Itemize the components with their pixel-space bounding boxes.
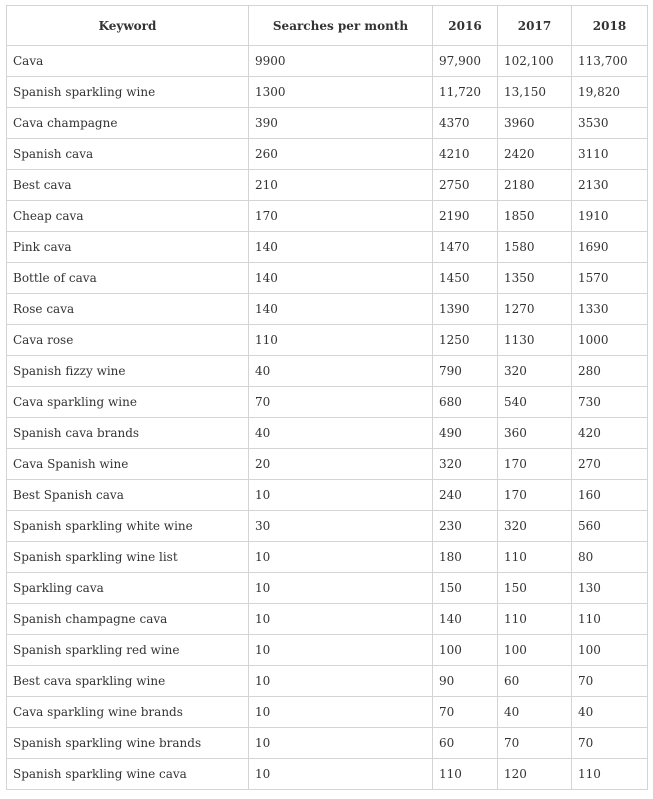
cell-2018: 40 bbox=[572, 697, 648, 728]
header-2018: 2018 bbox=[572, 6, 648, 46]
cell-searches-per-month: 40 bbox=[249, 418, 433, 449]
cell-keyword: Pink cava bbox=[7, 232, 249, 263]
cell-2017: 1270 bbox=[498, 294, 572, 325]
table-row bbox=[7, 604, 648, 635]
header-searches-per-month: Searches per month bbox=[249, 6, 433, 46]
cell-2017: 110 bbox=[498, 604, 572, 635]
cell-keyword: Cava bbox=[7, 46, 249, 77]
cell-2017: 40 bbox=[498, 697, 572, 728]
keyword-table-container bbox=[6, 5, 648, 790]
cell-2017: 1130 bbox=[498, 325, 572, 356]
cell-2016: 320 bbox=[433, 449, 498, 480]
cell-2016: 1250 bbox=[433, 325, 498, 356]
cell-keyword: Spanish cava bbox=[7, 139, 249, 170]
cell-keyword: Spanish cava brands bbox=[7, 418, 249, 449]
cell-2018: 1570 bbox=[572, 263, 648, 294]
cell-searches-per-month: 70 bbox=[249, 387, 433, 418]
cell-keyword: Cava champagne bbox=[7, 108, 249, 139]
table-row bbox=[7, 201, 648, 232]
cell-2016: 110 bbox=[433, 759, 498, 790]
cell-2016: 4370 bbox=[433, 108, 498, 139]
cell-keyword: Spanish sparkling wine brands bbox=[7, 728, 249, 759]
cell-searches-per-month: 10 bbox=[249, 542, 433, 573]
cell-2018: 1690 bbox=[572, 232, 648, 263]
cell-keyword: Spanish champagne cava bbox=[7, 604, 249, 635]
cell-keyword: Best Spanish cava bbox=[7, 480, 249, 511]
cell-keyword: Spanish sparkling wine cava bbox=[7, 759, 249, 790]
cell-keyword: Spanish sparkling wine list bbox=[7, 542, 249, 573]
cell-2018: 3530 bbox=[572, 108, 648, 139]
table-header bbox=[7, 6, 648, 46]
cell-2017: 170 bbox=[498, 449, 572, 480]
cell-2016: 1450 bbox=[433, 263, 498, 294]
cell-searches-per-month: 10 bbox=[249, 666, 433, 697]
cell-keyword: Rose cava bbox=[7, 294, 249, 325]
cell-2017: 70 bbox=[498, 728, 572, 759]
cell-2017: 120 bbox=[498, 759, 572, 790]
cell-2018: 1330 bbox=[572, 294, 648, 325]
table-row bbox=[7, 573, 648, 604]
cell-2017: 60 bbox=[498, 666, 572, 697]
cell-keyword: Cava rose bbox=[7, 325, 249, 356]
cell-2018: 1910 bbox=[572, 201, 648, 232]
cell-keyword: Sparkling cava bbox=[7, 573, 249, 604]
cell-searches-per-month: 110 bbox=[249, 325, 433, 356]
cell-2018: 110 bbox=[572, 759, 648, 790]
table-row bbox=[7, 77, 648, 108]
cell-searches-per-month: 20 bbox=[249, 449, 433, 480]
header-row bbox=[7, 6, 648, 46]
table-row bbox=[7, 449, 648, 480]
cell-2016: 230 bbox=[433, 511, 498, 542]
table-row bbox=[7, 759, 648, 790]
cell-2017: 13,150 bbox=[498, 77, 572, 108]
cell-searches-per-month: 9900 bbox=[249, 46, 433, 77]
table-row bbox=[7, 418, 648, 449]
cell-2017: 320 bbox=[498, 356, 572, 387]
cell-2016: 97,900 bbox=[433, 46, 498, 77]
cell-2018: 2130 bbox=[572, 170, 648, 201]
cell-searches-per-month: 210 bbox=[249, 170, 433, 201]
cell-2017: 2420 bbox=[498, 139, 572, 170]
cell-2017: 170 bbox=[498, 480, 572, 511]
table-row bbox=[7, 635, 648, 666]
table-row bbox=[7, 108, 648, 139]
cell-2016: 70 bbox=[433, 697, 498, 728]
cell-keyword: Spanish sparkling red wine bbox=[7, 635, 249, 666]
cell-searches-per-month: 10 bbox=[249, 604, 433, 635]
cell-2018: 280 bbox=[572, 356, 648, 387]
cell-searches-per-month: 390 bbox=[249, 108, 433, 139]
cell-2016: 180 bbox=[433, 542, 498, 573]
cell-2016: 680 bbox=[433, 387, 498, 418]
cell-2018: 270 bbox=[572, 449, 648, 480]
cell-2017: 1580 bbox=[498, 232, 572, 263]
cell-searches-per-month: 10 bbox=[249, 759, 433, 790]
table-row bbox=[7, 356, 648, 387]
cell-2016: 1470 bbox=[433, 232, 498, 263]
cell-keyword: Cava sparkling wine brands bbox=[7, 697, 249, 728]
keyword-search-table bbox=[6, 5, 648, 790]
cell-2018: 420 bbox=[572, 418, 648, 449]
table-row bbox=[7, 387, 648, 418]
cell-keyword: Best cava bbox=[7, 170, 249, 201]
table-row bbox=[7, 511, 648, 542]
cell-2018: 730 bbox=[572, 387, 648, 418]
cell-2017: 540 bbox=[498, 387, 572, 418]
cell-2016: 90 bbox=[433, 666, 498, 697]
cell-2018: 110 bbox=[572, 604, 648, 635]
table-row bbox=[7, 46, 648, 77]
cell-searches-per-month: 170 bbox=[249, 201, 433, 232]
cell-2017: 102,100 bbox=[498, 46, 572, 77]
table-row bbox=[7, 294, 648, 325]
table-row bbox=[7, 697, 648, 728]
cell-2018: 70 bbox=[572, 666, 648, 697]
cell-keyword: Cava sparkling wine bbox=[7, 387, 249, 418]
header-2017: 2017 bbox=[498, 6, 572, 46]
cell-searches-per-month: 30 bbox=[249, 511, 433, 542]
cell-2016: 2190 bbox=[433, 201, 498, 232]
cell-2018: 80 bbox=[572, 542, 648, 573]
cell-keyword: Cava Spanish wine bbox=[7, 449, 249, 480]
cell-keyword: Spanish sparkling wine bbox=[7, 77, 249, 108]
cell-2018: 100 bbox=[572, 635, 648, 666]
cell-searches-per-month: 10 bbox=[249, 697, 433, 728]
cell-2017: 150 bbox=[498, 573, 572, 604]
cell-2017: 1350 bbox=[498, 263, 572, 294]
table-row bbox=[7, 542, 648, 573]
table-row bbox=[7, 666, 648, 697]
cell-keyword: Spanish sparkling white wine bbox=[7, 511, 249, 542]
cell-searches-per-month: 140 bbox=[249, 232, 433, 263]
cell-searches-per-month: 1300 bbox=[249, 77, 433, 108]
cell-2016: 11,720 bbox=[433, 77, 498, 108]
cell-searches-per-month: 10 bbox=[249, 480, 433, 511]
cell-2018: 1000 bbox=[572, 325, 648, 356]
table-body bbox=[7, 46, 648, 790]
cell-2016: 2750 bbox=[433, 170, 498, 201]
cell-2016: 240 bbox=[433, 480, 498, 511]
cell-2016: 100 bbox=[433, 635, 498, 666]
cell-2018: 70 bbox=[572, 728, 648, 759]
cell-2018: 130 bbox=[572, 573, 648, 604]
cell-2018: 560 bbox=[572, 511, 648, 542]
cell-2017: 3960 bbox=[498, 108, 572, 139]
header-keyword: Keyword bbox=[7, 6, 249, 46]
cell-2018: 19,820 bbox=[572, 77, 648, 108]
cell-2016: 4210 bbox=[433, 139, 498, 170]
header-2016: 2016 bbox=[433, 6, 498, 46]
cell-keyword: Bottle of cava bbox=[7, 263, 249, 294]
table-row bbox=[7, 170, 648, 201]
cell-2016: 150 bbox=[433, 573, 498, 604]
cell-searches-per-month: 140 bbox=[249, 294, 433, 325]
cell-keyword: Spanish fizzy wine bbox=[7, 356, 249, 387]
cell-2017: 110 bbox=[498, 542, 572, 573]
cell-searches-per-month: 10 bbox=[249, 728, 433, 759]
table-row bbox=[7, 139, 648, 170]
table-row bbox=[7, 263, 648, 294]
cell-2016: 790 bbox=[433, 356, 498, 387]
cell-2017: 360 bbox=[498, 418, 572, 449]
table-row bbox=[7, 728, 648, 759]
cell-searches-per-month: 140 bbox=[249, 263, 433, 294]
cell-2017: 100 bbox=[498, 635, 572, 666]
cell-2018: 3110 bbox=[572, 139, 648, 170]
cell-2018: 160 bbox=[572, 480, 648, 511]
cell-2017: 2180 bbox=[498, 170, 572, 201]
cell-2016: 490 bbox=[433, 418, 498, 449]
cell-2016: 1390 bbox=[433, 294, 498, 325]
table-row bbox=[7, 325, 648, 356]
cell-2017: 1850 bbox=[498, 201, 572, 232]
cell-keyword: Best cava sparkling wine bbox=[7, 666, 249, 697]
cell-2016: 60 bbox=[433, 728, 498, 759]
table-row bbox=[7, 232, 648, 263]
cell-keyword: Cheap cava bbox=[7, 201, 249, 232]
cell-searches-per-month: 260 bbox=[249, 139, 433, 170]
cell-2016: 140 bbox=[433, 604, 498, 635]
table-row bbox=[7, 480, 648, 511]
cell-2017: 320 bbox=[498, 511, 572, 542]
cell-searches-per-month: 40 bbox=[249, 356, 433, 387]
cell-2018: 113,700 bbox=[572, 46, 648, 77]
cell-searches-per-month: 10 bbox=[249, 635, 433, 666]
cell-searches-per-month: 10 bbox=[249, 573, 433, 604]
